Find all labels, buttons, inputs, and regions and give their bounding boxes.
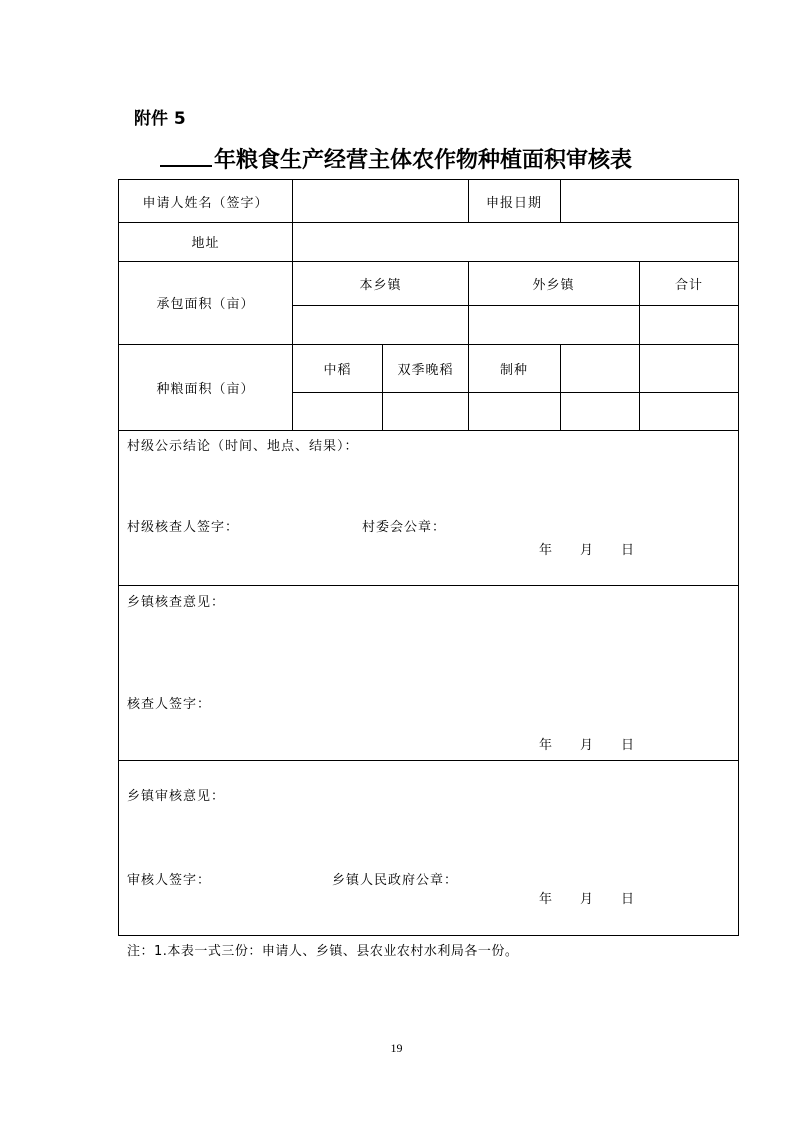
- mid-rice-field[interactable]: [293, 392, 382, 430]
- date-day: 日: [621, 543, 636, 558]
- date-year: 年: [539, 892, 554, 907]
- attachment-label: 附件 5: [134, 109, 186, 129]
- extra-crop-label-field-2[interactable]: [640, 344, 738, 392]
- date-day: 日: [621, 892, 636, 907]
- address-label: 地址: [191, 236, 220, 251]
- double-late-rice-label: 双季晚稻: [397, 362, 454, 378]
- local-town-label: 本乡镇: [359, 277, 402, 293]
- other-town-area-field[interactable]: [468, 305, 639, 344]
- total-area-field[interactable]: [640, 305, 738, 344]
- date-month: 月: [580, 543, 595, 558]
- applicant-name-field[interactable]: [293, 180, 468, 222]
- local-town-area-field[interactable]: [293, 305, 468, 344]
- address-field[interactable]: [293, 222, 738, 261]
- extra-crop-field-2[interactable]: [640, 392, 738, 430]
- date-year: 年: [539, 738, 554, 753]
- page-number: 19: [390, 1041, 403, 1055]
- village-conclusion-label: 村级公示结论（时间、地点、结果）：: [127, 439, 359, 454]
- mid-rice-label: 中稻: [323, 362, 352, 378]
- village-seal-label: 村委会公章：: [362, 520, 447, 535]
- seed-label: 制种: [499, 362, 528, 378]
- year-blank[interactable]: [160, 145, 212, 167]
- town-government-seal-label: 乡镇人民政府公章：: [332, 873, 459, 888]
- date-month: 月: [580, 892, 595, 907]
- town-reviewer-label: 审核人签字：: [127, 873, 212, 888]
- applicant-name-label: 申请人姓名（签字）: [142, 195, 269, 211]
- review-table: [118, 179, 739, 936]
- report-date-field[interactable]: [561, 180, 738, 222]
- grain-area-label: 种粮面积（亩）: [156, 381, 255, 397]
- town-check-date: [539, 734, 635, 753]
- town-review-date: [539, 888, 635, 907]
- town-review-opinion-label: 乡镇审核意见：: [127, 789, 226, 804]
- total-label: 合计: [674, 277, 703, 293]
- seed-field[interactable]: [468, 392, 560, 430]
- extra-crop-field[interactable]: [561, 392, 639, 430]
- date-year: 年: [539, 543, 554, 558]
- footnote: 注：1.本表一式三份：申请人、乡镇、县农业农村水利局各一份。: [127, 944, 519, 959]
- village-checker-label: 村级核查人签字：: [127, 520, 240, 535]
- report-date-label: 申报日期: [485, 195, 542, 211]
- village-date: [539, 539, 635, 558]
- town-check-opinion-label: 乡镇核查意见：: [127, 595, 226, 610]
- form-title: [160, 143, 632, 174]
- town-checker-label: 核查人签字：: [127, 697, 212, 712]
- date-month: 月: [580, 738, 595, 753]
- form-title-text: 年粮食生产经营主体农作物种植面积审核表: [214, 148, 633, 173]
- extra-crop-label-field[interactable]: [561, 344, 639, 392]
- contract-area-label: 承包面积（亩）: [156, 297, 255, 312]
- date-day: 日: [621, 738, 636, 753]
- double-late-rice-field[interactable]: [383, 392, 468, 430]
- other-town-label: 外乡镇: [532, 277, 575, 293]
